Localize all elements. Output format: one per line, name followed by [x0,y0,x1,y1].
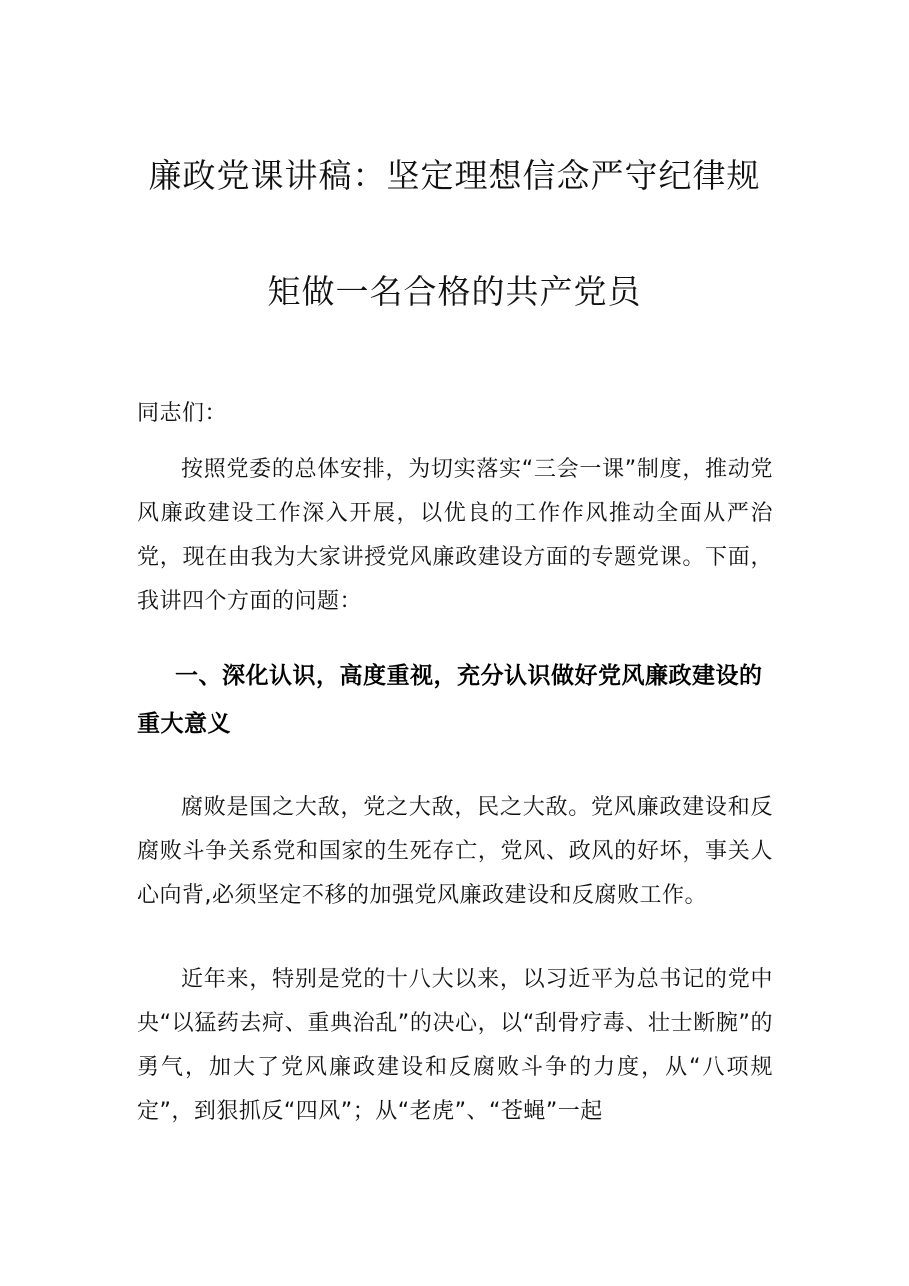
body-paragraph-3: 近年来，特别是党的十八大以来，以习近平为总书记的党中央“以猛药去疴、重典治乱”的决心，以“刮骨疗毒、壮士断腕”的勇气，加大了党风廉政建设和反腐败斗争的力度，从“八项规定”，到狠抓反“四风”；从“老虎”、“苍蝇”一起 [137,967,773,1124]
document-title-line-2: 矩做一名合格的共产党员 [267,272,642,311]
intro-paragraph: 按照党委的总体安排，为切实落实“三会一课”制度，推动党风廉政建设工作深入开展，以优良的工作作风推动全面从严治党，现在由我为大家讲授党风廉政建设方面的专题党课。下面，我讲四个方面的问题： [137,457,773,614]
salutation: 同志们： [137,401,228,426]
body-paragraph-2: 腐败是国之大敌，党之大敌，民之大敌。党风廉政建设和反腐败斗争关系党和国家的生死存亡，党风、政风的好坏，事关人心向背,必须坚定不移的加强党风廉政建设和反腐败工作。 [137,795,773,908]
document-title-line-1: 廉政党课讲稿：坚定理想信念严守纪律规 [148,156,761,195]
section-heading-1: 一、深化认识，高度重视，充分认识做好党风廉政建设的重大意义 [137,663,763,737]
